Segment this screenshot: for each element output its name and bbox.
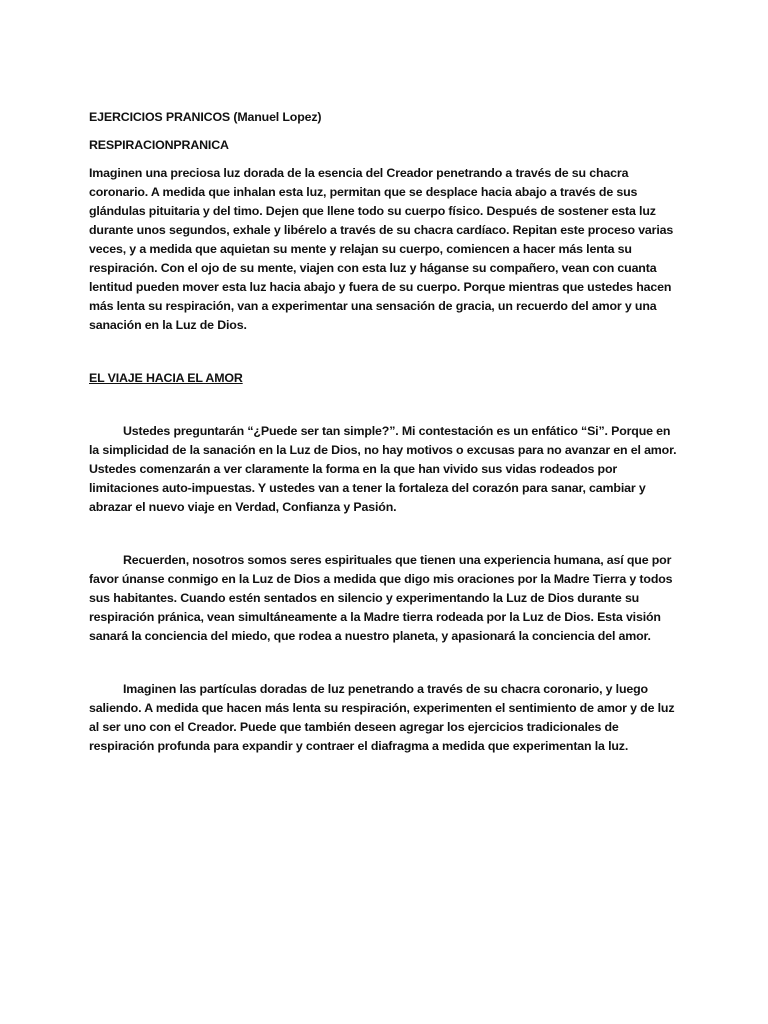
body-paragraph-2: Recuerden, nosotros somos seres espirituales que tienen una experiencia humana, así que por favor únanse conmigo en la Luz de Dios a medida que digo mis oraciones por la Madre Tierra y todos sus habitantes. Cuando estén sentados en silencio y experimentando la Luz de Dios durante su respiración pránica, vean simultáneamente a la Madre tierra rodeada por la Luz de Dios. Esta visión sanará la conciencia del miedo, que rodea a nuestro planeta, y apasionará la conciencia del amor.: [89, 553, 673, 643]
body-paragraph-1: Ustedes preguntarán “¿Puede ser tan simple?”. Mi contestación es un enfático “Si”. Porque en la simplicidad de la sanación en la Luz de Dios, no hay motivos o excusas para no avanzar en el amor. Ustedes comenzarán a ver claramente la forma en la que han vivido sus vidas rodeados por limitaciones auto-impuestas. Y ustedes van a tener la fortaleza del corazón para sanar, cambiar y abrazar el nuevo viaje en Verdad, Confianza y Pasión.: [89, 424, 677, 514]
document-subtitle: RESPIRACIONPRANICA: [89, 138, 229, 152]
section-heading: EL VIAJE HACIA EL AMOR: [89, 371, 243, 385]
document-body: [89, 108, 679, 790]
intro-paragraph: Imaginen una preciosa luz dorada de la esencia del Creador penetrando a través de su chacra coronario. A medida que inhalan esta luz, permitan que se desplace hacia abajo a través de sus glándulas pituitaria y del timo. Dejen que llene todo su cuerpo físico. Después de sostener esta luz durante unos segundos, exhale y libérelo a través de su chacra cardíaco. Repitan este proceso varias veces, y a medida que aquietan su mente y relajan su cuerpo, comiencen a hacer más lenta su respiración. Con el ojo de su mente, viajen con esta luz y háganse su compañero, vean con cuanta lentitud pueden mover esta luz hacia abajo y fuera de su cuerpo. Porque mientras que ustedes hacen más lenta su respiración, van a experimentar una sensación de gracia, un recuerdo del amor y una sanación en la Luz de Dios.: [89, 166, 674, 332]
body-paragraph-3: Imaginen las partículas doradas de luz penetrando a través de su chacra coronario, y luego saliendo. A medida que hacen más lenta su respiración, experimenten el sentimiento de amor y de luz al ser uno con el Creador. Puede que también deseen agregar los ejercicios tradicionales de respiración profunda para expandir y contraer el diafragma a medida que experimentan la luz.: [89, 682, 675, 753]
document-title: EJERCICIOS PRANICOS (Manuel Lopez): [89, 110, 322, 124]
